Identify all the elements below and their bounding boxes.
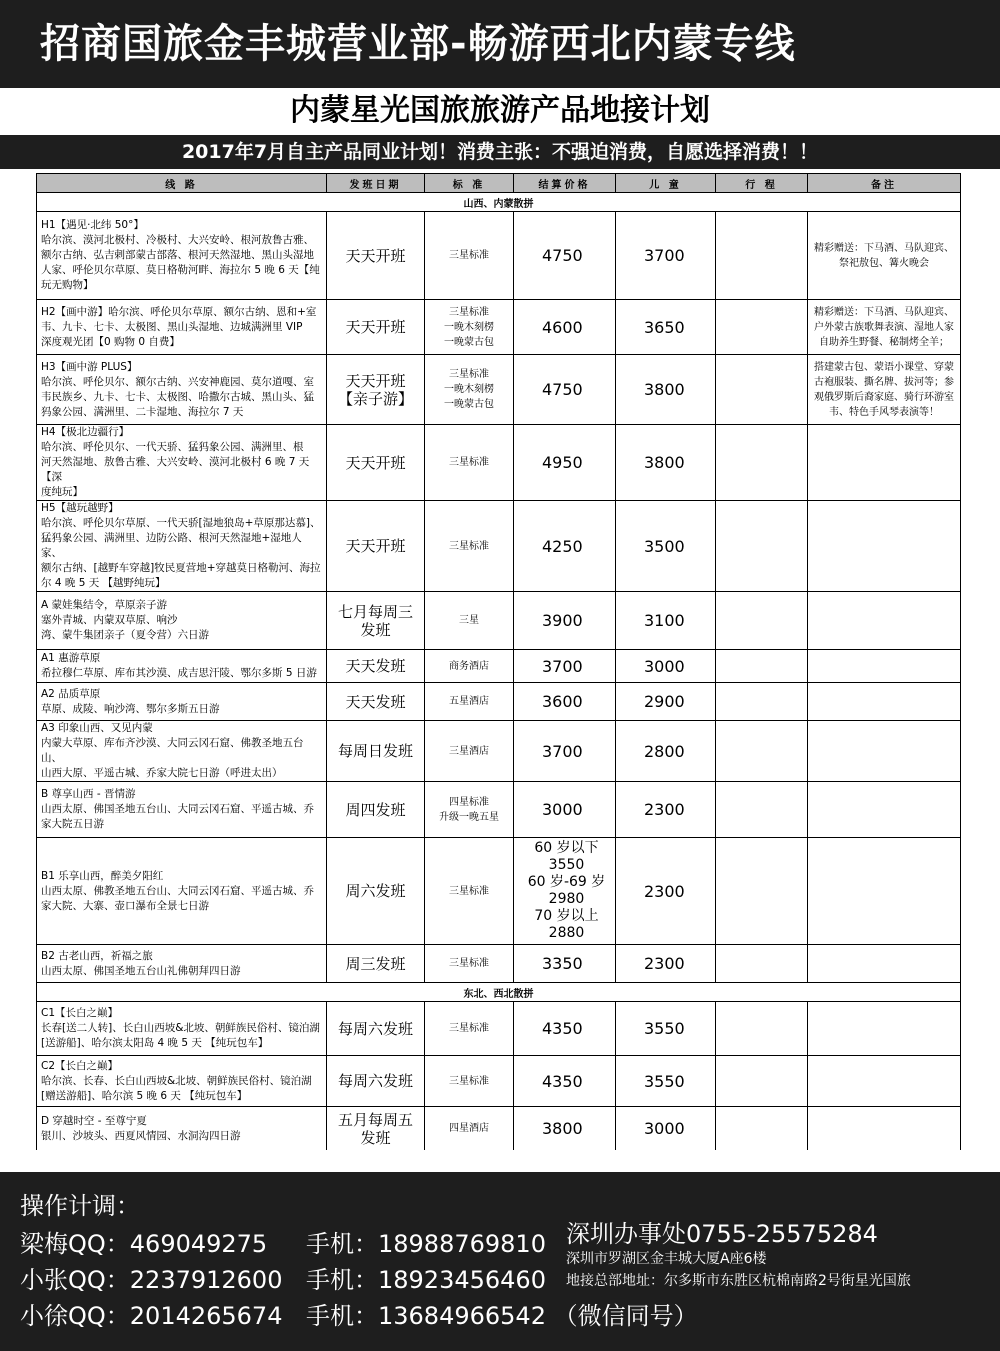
contact-name-qq: 梁梅QQ：469049275 — [20, 1230, 268, 1258]
itinerary-cell — [716, 425, 808, 501]
route-line: 山西太原、佛国圣地五台山、大同云冈石窟、平遥古城、乔 — [41, 803, 314, 815]
route-line: 山西太原、佛教圣地五台山、大同云冈石窟、平遥古城、乔 — [41, 884, 314, 897]
child-price-cell: 2900 — [616, 683, 716, 721]
price-cell: 4350 — [514, 1056, 616, 1107]
contact-phone: 手机：18923456460 — [306, 1266, 546, 1294]
standard-cell: 三星标准 — [425, 1002, 514, 1056]
route-line: 哈尔滨、呼伦贝尔、一代天骄、猛犸象公园、满洲里、根 — [41, 441, 304, 453]
table-row — [37, 782, 961, 838]
child-price-cell: 2300 — [616, 838, 716, 945]
table-row — [37, 300, 961, 355]
route-line: 玩无购物】 — [41, 279, 94, 291]
route-line: 山西太原、佛国圣地五台山礼佛朝拜四日游 — [41, 964, 241, 977]
route-line: 猛犸象公园、满洲里、边防公路、根河天然湿地+湿地人家、 — [41, 532, 302, 559]
departure-cell: 周四发班 — [327, 782, 425, 838]
route-line: H1【遇见·北纬 50°】 — [41, 219, 144, 231]
itinerary-cell — [716, 1002, 808, 1056]
route-line: [赠送游船]、哈尔滨 5 晚 6 天 【纯玩包车】 — [41, 1089, 248, 1102]
departure-cell: 天天发班 — [327, 683, 425, 721]
route-line: 长春[送二人转]、长白山西坡&北坡、朝鲜族民俗村、镜泊湖 — [41, 1022, 320, 1034]
child-price-cell: 3800 — [616, 425, 716, 501]
itinerary-cell — [716, 501, 808, 592]
remark-cell — [808, 650, 961, 683]
route-line: 韦民族乡、九卡、七卡、太极图、哈撒尔古城、黑山头、猛 — [41, 390, 314, 403]
col-standard: 标 准 — [425, 174, 514, 193]
table-row — [37, 721, 961, 782]
remark-cell — [808, 592, 961, 650]
standard-cell: 商务酒店 — [425, 650, 514, 683]
remark-cell — [808, 683, 961, 721]
itinerary-cell — [716, 650, 808, 683]
child-price-cell: 3100 — [616, 592, 716, 650]
route-line: 度纯玩】 — [41, 486, 83, 498]
child-price-cell: 3550 — [616, 1002, 716, 1056]
footer-title: 操作计调： — [20, 1192, 140, 1220]
standard-cell: 三星标准 — [425, 212, 514, 300]
itinerary-cell — [716, 212, 808, 300]
route-line: A2 品质草原 — [41, 687, 101, 700]
price-cell: 4750 — [514, 212, 616, 300]
departure-cell: 天天开班 【亲子游】 — [327, 355, 425, 425]
table-row — [37, 212, 961, 300]
route-line: 尔 4 晚 5 天 【越野纯玩】 — [41, 577, 166, 589]
route-line: D 穿越时空 - 至尊宁夏 — [41, 1114, 147, 1127]
route-line: B2 古老山西，祈福之旅 — [41, 949, 153, 962]
route-cell — [37, 1056, 327, 1107]
contact-phone: 手机：13684966542 （微信同号） — [306, 1302, 698, 1330]
price-cell: 4250 — [514, 501, 616, 592]
table-header — [37, 174, 961, 193]
itinerary-cell — [716, 300, 808, 355]
route-line: 人家、呼伦贝尔草原、莫日格勒河畔、海拉尔 5 晚 6 天【纯 — [41, 264, 320, 276]
child-price-cell: 3800 — [616, 355, 716, 425]
table-row — [37, 683, 961, 721]
itinerary-cell — [716, 945, 808, 983]
itinerary-cell — [716, 1107, 808, 1151]
remark-cell — [808, 782, 961, 838]
child-price-cell: 3000 — [616, 1107, 716, 1151]
route-line: A1 惠游草原 — [41, 652, 101, 664]
table-row — [37, 425, 961, 501]
route-line: 哈尔滨、呼伦贝尔草原、一代天骄[湿地狼岛+草原那达慕]、 — [41, 517, 321, 529]
route-line: 河天然湿地、敖鲁古雅、大兴安岭、漠河北极村 6 晚 7 天 【深 — [41, 456, 310, 483]
price-cell: 4600 — [514, 300, 616, 355]
itinerary-cell — [716, 838, 808, 945]
price-cell: 4350 — [514, 1002, 616, 1056]
departure-cell: 五月每周五 发班 — [327, 1107, 425, 1151]
price-cell: 3600 — [514, 683, 616, 721]
route-line: 额尔古纳、[越野车穿越]牧民夏营地+穿越莫日格勒河、海拉 — [41, 562, 321, 574]
table-row — [37, 650, 961, 683]
route-line: C1【长白之巅】 — [41, 1007, 119, 1019]
route-cell — [37, 212, 327, 300]
footer — [0, 1172, 1000, 1351]
route-cell — [37, 1107, 327, 1151]
itinerary-cell — [716, 592, 808, 650]
departure-cell: 天天发班 — [327, 650, 425, 683]
child-price-cell: 2800 — [616, 721, 716, 782]
price-cell: 3900 — [514, 592, 616, 650]
route-line: B1 乐享山西，醉美夕阳红 — [41, 869, 164, 882]
route-line: B 尊享山西 - 晋情游 — [41, 788, 136, 800]
office-address: 深圳市罗湖区金丰城大厦A座6楼 — [566, 1251, 767, 1267]
col-price: 结算价格 — [514, 174, 616, 193]
route-line: C2【长白之巅】 — [41, 1059, 119, 1072]
price-cell: 3700 — [514, 650, 616, 683]
section-row — [37, 193, 961, 212]
departure-cell: 周三发班 — [327, 945, 425, 983]
standard-cell: 三星标准 — [425, 501, 514, 592]
section-row — [37, 983, 961, 1002]
section-title: 东北、西北散拼 — [37, 983, 961, 1002]
route-line: 山西大原、平遥古城、乔家大院七日游（呼进太出） — [41, 767, 283, 779]
banner: 2017年7月自主产品同业计划！消费主张：不强迫消费，自愿选择消费！！ — [0, 135, 1000, 169]
hq-address: 地接总部地址：尔多斯市东胜区杭棉南路2号街星光国旅 — [566, 1273, 911, 1289]
standard-cell: 三星标准 — [425, 945, 514, 983]
remark-cell: 精彩赠送：下马酒、马队迎宾、祭祀敖包、篝火晚会 — [808, 212, 961, 300]
standard-cell: 五星酒店 — [425, 683, 514, 721]
route-line: 额尔古纳、弘吉剌部蒙古部落、根河天然湿地、黑山头湿地 — [41, 249, 314, 261]
route-line: 深度观光团【0 购物 0 自费】 — [41, 335, 180, 348]
table-row — [37, 501, 961, 592]
table-row — [37, 1056, 961, 1107]
departure-cell: 天天开班 — [327, 300, 425, 355]
route-cell — [37, 425, 327, 501]
price-cell: 4950 — [514, 425, 616, 501]
departure-cell: 天天开班 — [327, 212, 425, 300]
route-line: 犸象公园、满洲里、二卡湿地、海拉尔 7 天 — [41, 405, 244, 418]
route-cell — [37, 592, 327, 650]
price-cell: 3800 — [514, 1107, 616, 1151]
col-departure: 发班日期 — [327, 174, 425, 193]
section-title: 山西、内蒙散拼 — [37, 193, 961, 212]
route-line: 哈尔滨、漠河北极村、冷极村、大兴安岭、根河敖鲁古雅、 — [41, 234, 314, 246]
subtitle: 内蒙星光国旅旅游产品地接计划 — [290, 93, 710, 128]
standard-cell: 三星标准 一晚木刻楞 一晚蒙古包 — [425, 355, 514, 425]
standard-cell: 三星标准 — [425, 425, 514, 501]
standard-cell: 三星酒店 — [425, 721, 514, 782]
route-line: A3 印象山西、又见内蒙 — [41, 722, 153, 734]
route-line: 内蒙大草原、库布齐沙漠、大同云冈石窟、佛教圣地五台山、 — [41, 737, 304, 764]
footer-gap — [0, 1150, 1000, 1172]
standard-cell: 三星 — [425, 592, 514, 650]
child-price-cell: 2300 — [616, 945, 716, 983]
route-line: 希拉穆仁草原、库布其沙漠、成吉思汗陵、鄂尔多斯 5 日游 — [41, 667, 317, 679]
departure-cell: 每周六发班 — [327, 1002, 425, 1056]
route-cell — [37, 501, 327, 592]
route-line: 家大院、大寨、壶口瀑布全景七日游 — [41, 899, 209, 912]
contact-name-qq: 小徐QQ：2014265674 — [20, 1302, 283, 1330]
departure-cell: 每周六发班 — [327, 1056, 425, 1107]
table-row — [37, 592, 961, 650]
itinerary-cell — [716, 782, 808, 838]
remark-cell — [808, 721, 961, 782]
itinerary-cell — [716, 721, 808, 782]
route-line: H3【画中游 PLUS】 — [41, 360, 138, 373]
remark-cell — [808, 945, 961, 983]
route-line: 草原、成陵、响沙湾、鄂尔多斯五日游 — [41, 702, 220, 715]
departure-cell: 周六发班 — [327, 838, 425, 945]
itinerary-cell — [716, 683, 808, 721]
departure-cell: 每周日发班 — [327, 721, 425, 782]
route-line: H4【极北边疆行】 — [41, 426, 130, 438]
standard-cell: 三星标准 — [425, 1056, 514, 1107]
route-line: [送游船]、哈尔滨太阳岛 4 晚 5 天 【纯玩包车】 — [41, 1037, 269, 1049]
remark-cell — [808, 501, 961, 592]
itinerary-cell — [716, 1056, 808, 1107]
contact-name-qq: 小张QQ：2237912600 — [20, 1266, 283, 1294]
contact-phone: 手机：18988769810 — [306, 1230, 546, 1258]
route-cell — [37, 945, 327, 983]
route-cell — [37, 721, 327, 782]
child-price-cell: 3650 — [616, 300, 716, 355]
standard-cell: 四星酒店 — [425, 1107, 514, 1151]
route-line: A 蒙娃集结令，草原亲子游 — [41, 599, 168, 611]
table-row — [37, 945, 961, 983]
route-line: H2【画中游】哈尔滨、呼伦贝尔草原、额尔古纳、恩和+室 — [41, 305, 317, 318]
col-itinerary: 行 程 — [716, 174, 808, 193]
route-cell — [37, 782, 327, 838]
table-row — [37, 1107, 961, 1151]
standard-cell: 四星标准 升级一晚五星 — [425, 782, 514, 838]
table-row — [37, 355, 961, 425]
route-line: 塞外青城、内蒙双草原、响沙 — [41, 614, 178, 626]
table-row — [37, 838, 961, 945]
price-cell: 3700 — [514, 721, 616, 782]
route-line: 银川、沙坡头、西夏风情园、水洞沟四日游 — [41, 1129, 241, 1142]
price-cell: 60 岁以下 3550 60 岁-69 岁 2980 70 岁以上 2880 — [514, 838, 616, 945]
header-title: 招商国旅金丰城营业部-畅游西北内蒙专线 — [0, 0, 1000, 88]
route-cell — [37, 355, 327, 425]
remark-cell — [808, 425, 961, 501]
price-cell: 4750 — [514, 355, 616, 425]
price-cell: 3000 — [514, 782, 616, 838]
route-line: 韦、九卡、七卡、太极图、黑山头湿地、边城满洲里 VIP — [41, 320, 303, 333]
remark-cell: 精彩赠送：下马酒、马队迎宾、户外蒙古族歌舞表演、湿地人家自助养生野餐、秘制烤全羊； — [808, 300, 961, 355]
office-phone: 深圳办事处0755-25575284 — [566, 1220, 878, 1248]
departure-cell: 七月每周三 发班 — [327, 592, 425, 650]
itinerary-cell — [716, 355, 808, 425]
standard-cell: 三星标准 — [425, 838, 514, 945]
route-line: 湾、蒙牛集团亲子（夏令营）六日游 — [41, 629, 209, 641]
route-cell — [37, 300, 327, 355]
col-child: 儿 童 — [616, 174, 716, 193]
remark-cell: 搭建蒙古包、蒙语小课堂、穿蒙古袍服装、撕名牌、拔河等；参观俄罗斯后裔家庭、骑行环游室韦、特色手风琴表演等！ — [808, 355, 961, 425]
remark-cell — [808, 1056, 961, 1107]
route-cell — [37, 683, 327, 721]
route-line: 哈尔滨、呼伦贝尔、额尔古纳、兴安神鹿园、莫尔道嘎、室 — [41, 375, 314, 388]
route-cell — [37, 1002, 327, 1056]
standard-cell: 三星标准 一晚木刻楞 一晚蒙古包 — [425, 300, 514, 355]
child-price-cell: 3550 — [616, 1056, 716, 1107]
remark-cell — [808, 838, 961, 945]
product-table — [36, 173, 961, 1151]
table-row — [37, 1002, 961, 1056]
child-price-cell: 2300 — [616, 782, 716, 838]
col-route: 线 路 — [37, 174, 327, 193]
child-price-cell: 3700 — [616, 212, 716, 300]
route-line: H5【越玩越野】 — [41, 502, 119, 514]
col-remark: 备注 — [808, 174, 961, 193]
route-line: 哈尔滨、长春、长白山西坡&北坡、朝鲜族民俗村、镜泊湖 — [41, 1074, 312, 1087]
departure-cell: 天天开班 — [327, 501, 425, 592]
price-cell: 3350 — [514, 945, 616, 983]
remark-cell — [808, 1002, 961, 1056]
remark-cell — [808, 1107, 961, 1151]
departure-cell: 天天开班 — [327, 425, 425, 501]
child-price-cell: 3000 — [616, 650, 716, 683]
child-price-cell: 3500 — [616, 501, 716, 592]
route-cell — [37, 650, 327, 683]
route-line: 家大院五日游 — [41, 818, 104, 830]
route-cell — [37, 838, 327, 945]
